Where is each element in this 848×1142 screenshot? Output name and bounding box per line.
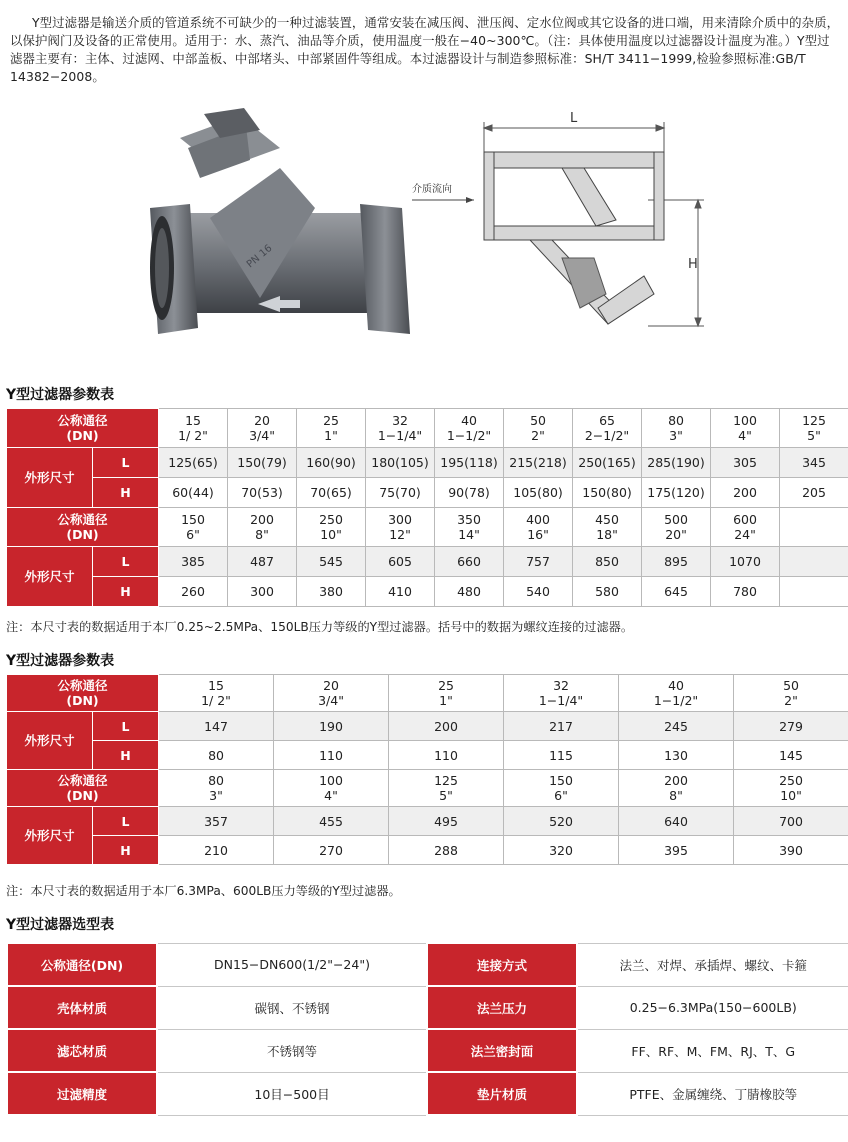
dim-H-cell: 540 — [504, 577, 573, 607]
table2-title: Y型过滤器参数表 — [6, 653, 115, 669]
selection-row — [7, 1029, 848, 1072]
selection-key: 垫片材质 — [427, 1072, 577, 1115]
dn-cell: 350 14" — [435, 508, 504, 547]
dim-H-cell: 580 — [573, 577, 642, 607]
dn-cell: 32 1−1/4" — [504, 675, 619, 712]
dim-H-cell: 410 — [366, 577, 435, 607]
dn-row — [7, 675, 848, 712]
dim-L-row — [7, 547, 848, 577]
dn-cell — [780, 508, 848, 547]
dim-L-header: L — [93, 448, 159, 478]
dn-cell: 80 3" — [642, 409, 711, 448]
dim-L-cell: 385 — [159, 547, 228, 577]
dim-L-cell: 545 — [297, 547, 366, 577]
dim-H-cell: 110 — [274, 741, 389, 770]
dn-header: 公称通径 (DN) — [7, 409, 159, 448]
selection-row — [7, 1072, 848, 1115]
selection-value: 不锈钢等 — [157, 1029, 427, 1072]
selection-row — [7, 986, 848, 1029]
dim-H-cell: 90(78) — [435, 478, 504, 508]
dn-header: 公称通径 (DN) — [7, 508, 159, 547]
dn-header: 公称通径 (DN) — [7, 675, 159, 712]
dim-L-cell: 285(190) — [642, 448, 711, 478]
dim-L-cell: 195(118) — [435, 448, 504, 478]
dim-H-row — [7, 577, 848, 607]
dn-row — [7, 409, 848, 448]
dn-cell: 40 1−1/2" — [435, 409, 504, 448]
dim-L-cell: 895 — [642, 547, 711, 577]
dim-H-cell: 320 — [504, 836, 619, 865]
dn-cell: 25 1" — [297, 409, 366, 448]
selection-value: 10目−500目 — [157, 1072, 427, 1115]
dim-H-cell: 70(65) — [297, 478, 366, 508]
dim-H-cell: 780 — [711, 577, 780, 607]
dn-cell: 100 4" — [711, 409, 780, 448]
dn-cell: 40 1−1/2" — [619, 675, 734, 712]
y-strainer-photo — [140, 108, 420, 348]
selection-key: 连接方式 — [427, 943, 577, 986]
dimension-diagram — [412, 108, 712, 338]
dn-cell: 400 16" — [504, 508, 573, 547]
dn-cell: 150 6" — [159, 508, 228, 547]
dim-H-cell: 75(70) — [366, 478, 435, 508]
dn-cell: 200 8" — [228, 508, 297, 547]
dn-row — [7, 508, 848, 547]
selection-key: 法兰压力 — [427, 986, 577, 1029]
dn-cell: 20 3/4" — [274, 675, 389, 712]
selection-value: 碳钢、不锈钢 — [157, 986, 427, 1029]
selection-key: 过滤精度 — [7, 1072, 157, 1115]
dim-H-row — [7, 836, 848, 865]
dn-cell: 25 1" — [389, 675, 504, 712]
dn-cell: 250 10" — [734, 770, 848, 807]
size-header: 外形尺寸 — [7, 712, 93, 770]
selection-key: 壳体材质 — [7, 986, 157, 1029]
dim-H-cell: 80 — [159, 741, 274, 770]
dim-L-cell: 215(218) — [504, 448, 573, 478]
dn-cell: 32 1−1/4" — [366, 409, 435, 448]
dim-L-cell: 850 — [573, 547, 642, 577]
table2-note: 注：本尺寸表的数据适用于本厂6.3MPa、600LB压力等级的Y型过滤器。 — [6, 884, 401, 898]
dim-L-header: L — [93, 712, 159, 741]
parameter-table-150lb — [6, 408, 848, 607]
table1-title: Y型过滤器参数表 — [6, 387, 115, 403]
dim-H-header: H — [93, 577, 159, 607]
dim-L-row — [7, 807, 848, 836]
dim-H-cell: 300 — [228, 577, 297, 607]
dim-H-cell: 260 — [159, 577, 228, 607]
size-header: 外形尺寸 — [7, 547, 93, 607]
dim-L-cell: 180(105) — [366, 448, 435, 478]
dim-L-cell: 147 — [159, 712, 274, 741]
dim-H-cell: 390 — [734, 836, 848, 865]
dim-L-header: L — [93, 807, 159, 836]
dim-L-cell: 757 — [504, 547, 573, 577]
selection-value: FF、RF、M、FM、RJ、T、G — [577, 1029, 848, 1072]
dim-L-cell: 200 — [389, 712, 504, 741]
dim-L-cell: 250(165) — [573, 448, 642, 478]
dim-L-cell: 217 — [504, 712, 619, 741]
dn-row — [7, 770, 848, 807]
dim-L-cell: 190 — [274, 712, 389, 741]
dim-L-cell: 700 — [734, 807, 848, 836]
dim-L-cell: 245 — [619, 712, 734, 741]
dim-H-cell: 175(120) — [642, 478, 711, 508]
dn-cell: 150 6" — [504, 770, 619, 807]
dim-H-header: H — [93, 478, 159, 508]
table1-note: 注：本尺寸表的数据适用于本厂0.25~2.5MPa、150LB压力等级的Y型过滤器。括号中的数据为螺纹连接的过滤器。 — [6, 620, 634, 634]
selection-key: 滤芯材质 — [7, 1029, 157, 1072]
dim-H-cell: 115 — [504, 741, 619, 770]
dim-L-cell: 520 — [504, 807, 619, 836]
dim-H-cell — [780, 577, 848, 607]
dim-H-cell: 70(53) — [228, 478, 297, 508]
dn-cell: 100 4" — [274, 770, 389, 807]
dn-cell: 500 20" — [642, 508, 711, 547]
parameter-table-600lb — [6, 674, 848, 865]
selection-table — [6, 942, 848, 1116]
selection-row — [7, 943, 848, 986]
dn-cell: 50 2" — [504, 409, 573, 448]
selection-value: 0.25−6.3MPa(150−600LB) — [577, 986, 848, 1029]
selection-key: 公称通径(DN) — [7, 943, 157, 986]
dim-H-cell: 60(44) — [159, 478, 228, 508]
dim-H-cell: 480 — [435, 577, 504, 607]
dn-cell: 15 1/ 2" — [159, 675, 274, 712]
dim-L-cell: 345 — [780, 448, 848, 478]
dim-L-row — [7, 712, 848, 741]
dim-H-cell: 130 — [619, 741, 734, 770]
dim-L-cell: 640 — [619, 807, 734, 836]
dn-cell: 450 18" — [573, 508, 642, 547]
dim-L-cell: 660 — [435, 547, 504, 577]
dim-H-cell: 645 — [642, 577, 711, 607]
size-header: 外形尺寸 — [7, 448, 93, 508]
dn-cell: 125 5" — [780, 409, 848, 448]
dim-H-header: H — [93, 741, 159, 770]
dim-L-cell — [780, 547, 848, 577]
dn-cell: 80 3" — [159, 770, 274, 807]
dim-L-cell: 495 — [389, 807, 504, 836]
dim-L-cell: 487 — [228, 547, 297, 577]
dn-cell: 250 10" — [297, 508, 366, 547]
dim-L-cell: 357 — [159, 807, 274, 836]
dim-H-cell: 395 — [619, 836, 734, 865]
dim-H-cell: 110 — [389, 741, 504, 770]
selection-value: DN15−DN600(1/2"−24") — [157, 943, 427, 986]
dim-L-row — [7, 448, 848, 478]
dn-cell: 50 2" — [734, 675, 848, 712]
dim-L-cell: 455 — [274, 807, 389, 836]
selection-title: Y型过滤器选型表 — [6, 917, 115, 933]
dim-H-row — [7, 741, 848, 770]
selection-value: 法兰、对焊、承插焊、螺纹、卡箍 — [577, 943, 848, 986]
dim-H-cell: 145 — [734, 741, 848, 770]
dn-cell: 20 3/4" — [228, 409, 297, 448]
size-header: 外形尺寸 — [7, 807, 93, 865]
dn-cell: 15 1/ 2" — [159, 409, 228, 448]
dim-H-cell: 380 — [297, 577, 366, 607]
dim-L-cell: 160(90) — [297, 448, 366, 478]
intro-paragraph: Y型过滤器是输送介质的管道系统不可缺少的一种过滤装置，通常安装在减压阀、泄压阀、定水位阀或其它设备的进口端，用来清除介质中的杂质，以保护阀门及设备的正常使用。适用于：水、蒸汽、油品等介质，使用温度一般在−40~300℃。（注：具体使用温度以过滤器设计温度为准。）Y型过滤器主要有：主体、过滤网、中部盖板、中部堵头、中部紧固件等组成。本过滤器设计与制造参照标准：SH/T 3411−1999,检验参照标准:GB/T 14382−2008。 — [10, 15, 840, 84]
dim-H-cell: 210 — [159, 836, 274, 865]
svg-text:PN 16: PN 16 — [244, 242, 275, 271]
selection-key: 法兰密封面 — [427, 1029, 577, 1072]
selection-value: PTFE、金属缠绕、丁腈橡胶等 — [577, 1072, 848, 1115]
dim-H-cell: 205 — [780, 478, 848, 508]
dim-H-cell: 200 — [711, 478, 780, 508]
dim-L-label: L — [570, 111, 578, 126]
dim-L-cell: 279 — [734, 712, 848, 741]
dn-header: 公称通径 (DN) — [7, 770, 159, 807]
dim-H-cell: 270 — [274, 836, 389, 865]
dn-cell: 300 12" — [366, 508, 435, 547]
dim-H-cell: 288 — [389, 836, 504, 865]
dn-cell: 200 8" — [619, 770, 734, 807]
dim-L-cell: 1070 — [711, 547, 780, 577]
dn-cell: 65 2−1/2" — [573, 409, 642, 448]
dim-L-cell: 605 — [366, 547, 435, 577]
dim-H-row — [7, 478, 848, 508]
dn-cell: 600 24" — [711, 508, 780, 547]
dn-cell: 125 5" — [389, 770, 504, 807]
dim-H-label: H — [688, 257, 698, 272]
dim-L-header: L — [93, 547, 159, 577]
dim-H-cell: 105(80) — [504, 478, 573, 508]
dim-L-cell: 305 — [711, 448, 780, 478]
dim-H-cell: 150(80) — [573, 478, 642, 508]
flow-direction-label: 介质流向 — [412, 184, 452, 195]
dim-L-cell: 125(65) — [159, 448, 228, 478]
dim-H-header: H — [93, 836, 159, 865]
dim-L-cell: 150(79) — [228, 448, 297, 478]
